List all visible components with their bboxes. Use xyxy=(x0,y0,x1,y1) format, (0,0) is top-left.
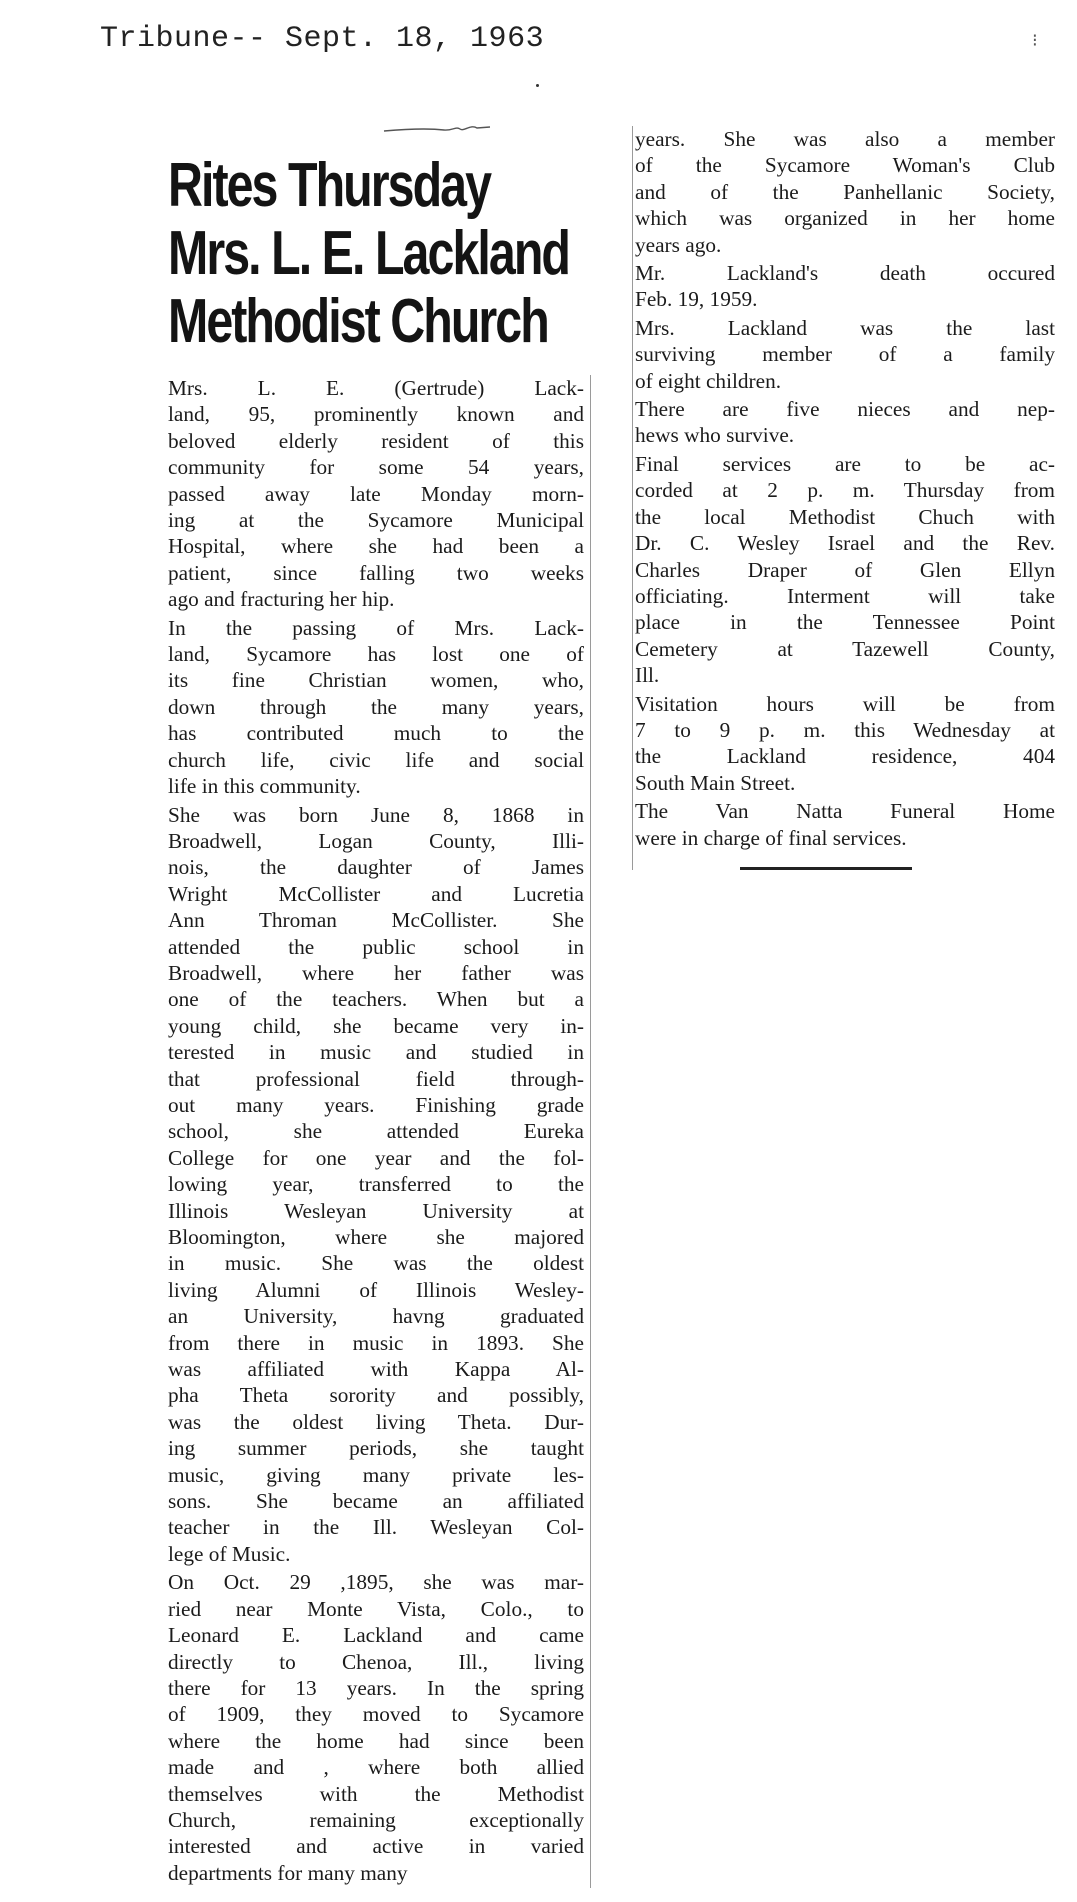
text-line: Final services are to be ac- xyxy=(635,451,1055,476)
text-line: sons. She became an affiliated xyxy=(168,1489,584,1514)
text-line: life in this community. xyxy=(168,774,361,799)
text-line: years. She was also a member xyxy=(635,127,1055,151)
text-line: years ago. xyxy=(635,232,722,257)
corner-mark: ⁝ xyxy=(1032,30,1038,51)
text-line: was affiliated with Kappa Al- xyxy=(168,1357,584,1382)
text-line: Wright McCollister and Lucretia xyxy=(168,881,584,906)
text-line: of eight children. xyxy=(635,368,782,393)
text-line: passed away late Monday morn- xyxy=(168,481,584,506)
text-line: community for some 54 years, xyxy=(168,455,584,480)
text-line: Charles Draper of Glen Ellyn xyxy=(635,557,1055,582)
text-line: Church, remaining exceptionally xyxy=(168,1807,584,1832)
text-line: in music. She was the oldest xyxy=(168,1251,584,1276)
text-line: of 1909, they moved to Sycamore xyxy=(168,1702,584,1727)
text-line: attended the public school in xyxy=(168,934,584,959)
text-line: were in charge of final services. xyxy=(635,825,907,850)
text-line: place in the Tennessee Point xyxy=(635,610,1055,635)
text-line: She was born June 8, 1868 in xyxy=(168,802,584,827)
text-line: was the oldest living Theta. Dur- xyxy=(168,1409,584,1434)
text-line: land, 95, prominently known and xyxy=(168,402,584,427)
paragraph-memberships xyxy=(635,126,1055,258)
text-line: Leonard E. Lackland and came xyxy=(168,1623,584,1648)
text-line: 7 to 9 p. m. this Wednesday at xyxy=(635,717,1055,742)
text-line: nois, the daughter of James xyxy=(168,855,584,880)
text-line: music, giving many private les- xyxy=(168,1462,584,1487)
text-line: that professional field through- xyxy=(168,1066,584,1091)
text-line: ried near Monte Vista, Colo., to xyxy=(168,1596,584,1621)
text-line: departments for many many xyxy=(168,1860,408,1885)
text-line: Feb. 19, 1959. xyxy=(635,287,758,312)
text-line: Dr. C. Wesley Israel and the Rev. xyxy=(635,531,1055,556)
print-speck xyxy=(536,84,539,87)
text-line: corded at 2 p. m. Thursday from xyxy=(635,478,1055,503)
text-line: pha Theta sorority and possibly, xyxy=(168,1383,584,1408)
text-line: ago and fracturing her hip. xyxy=(168,587,395,612)
text-line: South Main Street. xyxy=(635,770,796,795)
text-line: there for 13 years. In the spring xyxy=(168,1675,584,1700)
text-line: teacher in the Ill. Wesleyan Col- xyxy=(168,1515,584,1540)
text-line: Cemetery at Tazewell County, xyxy=(635,636,1055,661)
paragraph-services xyxy=(635,451,1055,689)
text-line: officiating. Interment will take xyxy=(635,583,1055,608)
text-line: beloved elderly resident of this xyxy=(168,428,584,453)
text-line: the local Methodist Chuch with xyxy=(635,504,1055,529)
text-line: In the passing of Mrs. Lack- xyxy=(168,615,584,640)
text-line: lege of Music. xyxy=(168,1541,291,1566)
text-line: one of the teachers. When but a xyxy=(168,987,584,1012)
text-line: lowing year, transferred to the xyxy=(168,1172,584,1197)
text-line: There are five nieces and nep- xyxy=(635,397,1055,422)
text-line: Mrs. L. E. (Gertrude) Lack- xyxy=(168,376,584,400)
text-line: Bloomington, where she majored xyxy=(168,1225,584,1249)
text-line: which was organized in her home xyxy=(635,206,1055,231)
text-line: ing summer periods, she taught xyxy=(168,1436,584,1461)
text-line: Ann Throman McCollister. She xyxy=(168,908,584,933)
text-line: Mr. Lackland's death occured xyxy=(635,261,1055,286)
text-line: young child, she became very in- xyxy=(168,1013,584,1038)
left-column xyxy=(168,375,591,1888)
text-line: Illinois Wesleyan University at xyxy=(168,1198,584,1223)
text-line: themselves with the Methodist xyxy=(168,1781,584,1806)
paragraph-biography xyxy=(168,802,584,1568)
text-line: of the Sycamore Woman's Club xyxy=(635,153,1055,178)
source-date-line: Tribune-- Sept. 18, 1963 xyxy=(100,22,545,56)
text-line: hews who survive. xyxy=(635,423,795,448)
text-line: Broadwell, Logan County, Illi- xyxy=(168,828,584,853)
text-line: school, she attended Eureka xyxy=(168,1119,584,1144)
text-line: patient, since falling two weeks xyxy=(168,560,584,585)
text-line: from there in music in 1893. She xyxy=(168,1330,584,1355)
text-line: Mrs. Lackland was the last xyxy=(635,315,1055,340)
right-column xyxy=(632,126,1055,870)
paragraph-survivors xyxy=(635,396,1055,449)
text-line: its fine Christian women, who, xyxy=(168,668,584,693)
headline-line-2: Mrs. L. E. Lackland xyxy=(168,219,570,288)
text-line: Broadwell, where her father was xyxy=(168,960,584,985)
paragraph-husband-death xyxy=(635,260,1055,313)
paragraph-visitation xyxy=(635,691,1055,797)
end-rule xyxy=(740,867,912,870)
text-line: down through the many years, xyxy=(168,694,584,719)
paragraph-tribute xyxy=(168,615,584,800)
headline-line-3: Methodist Church xyxy=(168,287,548,356)
headline xyxy=(168,151,570,356)
scribble-mark xyxy=(382,122,492,136)
text-line: made and , where both allied xyxy=(168,1755,584,1780)
text-line: Ill. xyxy=(635,663,660,688)
text-line: directly to Chenoa, Ill., living xyxy=(168,1649,584,1674)
paragraph-funeral-home xyxy=(635,798,1055,851)
text-line: On Oct. 29 ,1895, she was mar- xyxy=(168,1570,584,1595)
text-line: where the home had since been xyxy=(168,1728,584,1753)
text-line: interested and active in varied xyxy=(168,1834,584,1859)
text-line: Hospital, where she had been a xyxy=(168,534,584,559)
text-line: out many years. Finishing grade xyxy=(168,1092,584,1117)
text-line: terested in music and studied in xyxy=(168,1040,584,1065)
paragraph-marriage xyxy=(168,1569,584,1886)
text-line: College for one year and the fol- xyxy=(168,1145,584,1170)
headline-line-1: Rites Thursday xyxy=(168,151,491,220)
text-line: the Lackland residence, 404 xyxy=(635,744,1055,769)
text-line: church life, civic life and social xyxy=(168,747,584,772)
text-line: surviving member of a family xyxy=(635,342,1055,367)
text-line: living Alumni of Illinois Wesley- xyxy=(168,1277,584,1302)
paragraph-family xyxy=(635,315,1055,394)
text-line: ing at the Sycamore Municipal xyxy=(168,508,584,533)
text-line: and of the Panhellanic Society, xyxy=(635,179,1055,204)
text-line: land, Sycamore has lost one of xyxy=(168,642,584,667)
paragraph-death-notice xyxy=(168,375,584,613)
text-line: an University, havng graduated xyxy=(168,1304,584,1329)
text-line: The Van Natta Funeral Home xyxy=(635,799,1055,824)
text-line: has contributed much to the xyxy=(168,721,584,746)
text-line: Visitation hours will be from xyxy=(635,691,1055,716)
